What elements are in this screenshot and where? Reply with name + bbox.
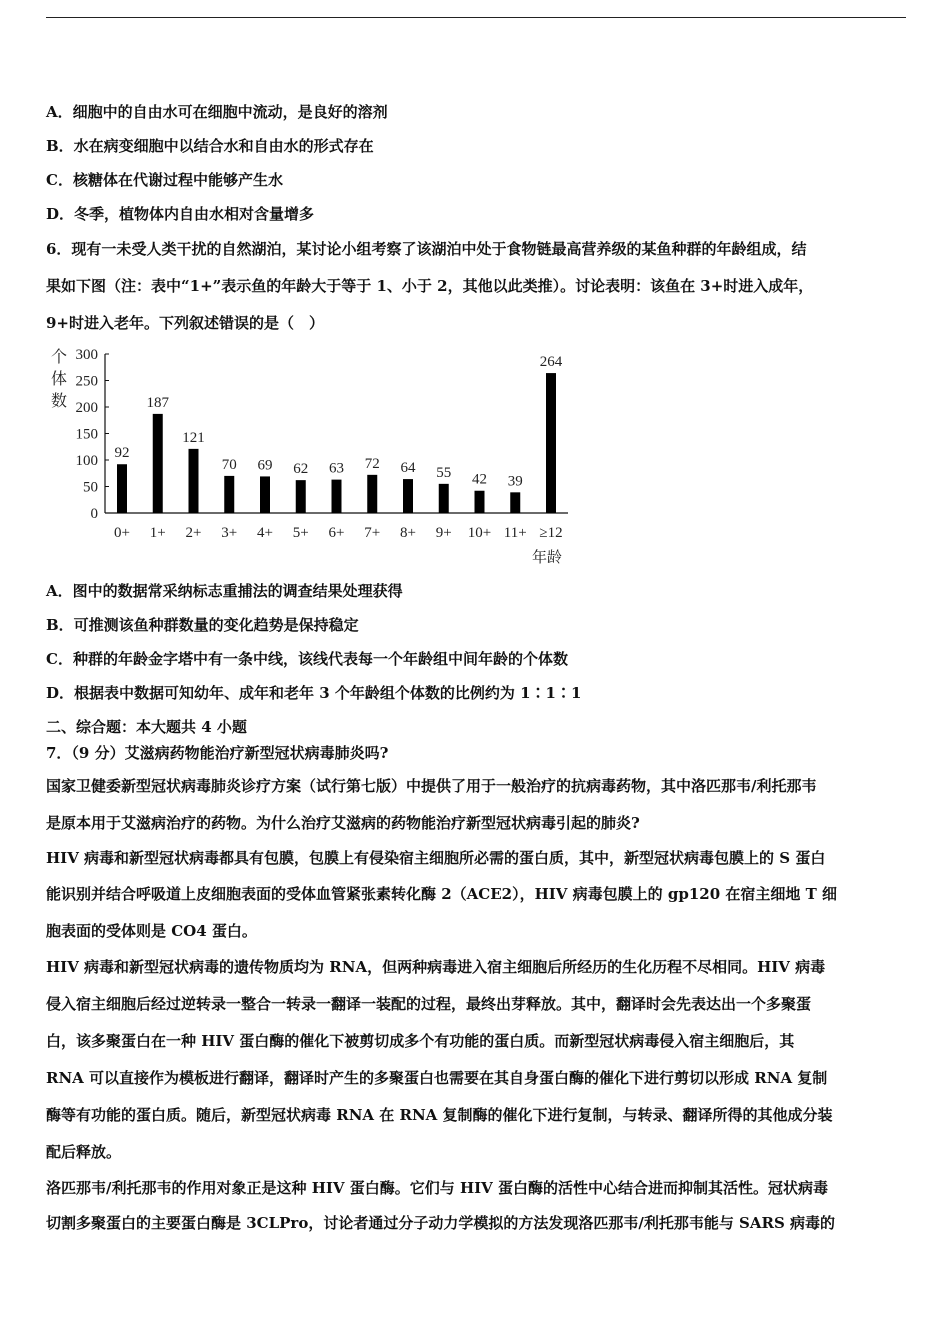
bar-value-label: 55 — [436, 464, 452, 481]
bar-value-label: 69 — [257, 457, 273, 474]
y-tick-label: 250 — [75, 373, 98, 390]
x-category-label: 10+ — [467, 525, 492, 541]
bar-value-label: 121 — [182, 429, 205, 446]
bar — [260, 476, 270, 513]
age-structure-bar-chart — [46, 344, 576, 570]
y-tick-label: 100 — [75, 453, 98, 469]
y-tick-label: 300 — [75, 347, 98, 363]
chart-category-labels — [114, 525, 563, 541]
bar — [439, 484, 449, 513]
bar-value-label: 264 — [539, 354, 563, 371]
x-category-label: 2+ — [185, 525, 202, 541]
q7-paragraph-line: 配后释放。 — [46, 1143, 122, 1161]
bar — [475, 491, 485, 513]
q6-stem-line-2: 果如下图（注：表中“1+”表示鱼的年龄大于等于 1、小于 2，其他以此类推）。讨论表明：该鱼在 3+时进入成年， — [46, 277, 814, 295]
y-tick-label: 200 — [75, 400, 98, 416]
y-axis-ticks — [76, 347, 110, 522]
bar-value-label: 42 — [472, 471, 487, 488]
x-category-label: ≥12 — [539, 525, 563, 541]
q7-paragraph-line: HIV 病毒和新型冠状病毒都具有包膜，包膜上有侵染宿主细胞所必需的蛋白质，其中，新型冠状病毒包膜上的 S 蛋白 — [46, 849, 826, 867]
q7-paragraph-line: 胞表面的受体则是 CO4 蛋白。 — [46, 922, 257, 940]
q7-title: 7．（9 分）艾滋病药物能治疗新型冠状病毒肺炎吗? — [46, 744, 389, 762]
x-category-label: 11+ — [503, 525, 527, 541]
q6-option-a: A．图中的数据常采纳标志重捕法的调查结果处理获得 — [46, 582, 403, 600]
header-rule — [46, 17, 906, 18]
q6-option-d: D．根据表中数据可知幼年、成年和老年 3 个年龄组个体数的比例约为 1∶1∶1 — [46, 684, 582, 702]
bar-value-label: 64 — [400, 460, 416, 477]
bar — [153, 414, 163, 513]
x-category-label: 6+ — [328, 525, 345, 541]
x-category-label: 1+ — [149, 525, 166, 541]
q7-paragraph-line: 洛匹那韦/利托那韦的作用对象正是这种 HIV 蛋白酶。它们与 HIV 蛋白酶的活性中心结合进而抑制其活性。冠状病毒 — [46, 1179, 829, 1197]
q5-option-c: C．核糖体在代谢过程中能够产生水 — [46, 171, 283, 189]
x-axis-label: 年龄 — [531, 550, 563, 566]
bar-value-label: 92 — [114, 445, 130, 462]
y-tick-label: 50 — [83, 479, 98, 496]
y-axis-label-char: 个 — [50, 349, 68, 366]
x-category-label: 7+ — [364, 525, 381, 541]
x-category-label: 8+ — [400, 525, 416, 541]
bar-value-label: 63 — [329, 460, 344, 477]
q6-option-b: B．可推测该鱼种群数量的变化趋势是保持稳定 — [46, 616, 359, 634]
bar — [189, 449, 199, 513]
y-axis-label-char: 数 — [50, 393, 68, 410]
bar — [296, 480, 306, 513]
bar — [546, 373, 556, 513]
x-category-label: 5+ — [292, 525, 309, 541]
q7-paragraph-line: 国家卫健委新型冠状病毒肺炎诊疗方案（试行第七版）中提供了用于一般治疗的抗病毒药物，其中洛匹那韦/利托那韦 — [46, 777, 817, 795]
section-heading: 二、综合题：本大题共 4 小题 — [46, 718, 247, 736]
q5-option-d: D．冬季，植物体内自由水相对含量增多 — [46, 205, 315, 223]
bar — [510, 492, 520, 513]
q7-paragraph-line: 侵入宿主细胞后经过逆转录一整合一转录一翻译一装配的过程，最终出芽释放。其中，翻译时会先表达出一个多聚蛋 — [46, 995, 812, 1013]
q7-paragraph-line: 切割多聚蛋白的主要蛋白酶是 3CLPro，讨论者通过分子动力学模拟的方法发现洛匹那韦/利托那韦能与 SARS 病毒的 — [46, 1214, 836, 1232]
q7-paragraph-line: RNA 可以直接作为模板进行翻译，翻译时产生的多聚蛋白也需要在其自身蛋白酶的催化下进行剪切以形成 RNA 复制 — [46, 1069, 828, 1087]
bar-value-label: 187 — [146, 394, 169, 411]
q6-option-c: C．种群的年龄金字塔中有一条中线，该线代表每一个年龄组中间年龄的个体数 — [46, 650, 568, 668]
q5-option-b: B．水在病变细胞中以结合水和自由水的形式存在 — [46, 137, 374, 155]
x-category-label: 0+ — [114, 525, 130, 541]
y-tick-label: 0 — [90, 506, 98, 522]
q5-option-a: A．细胞中的自由水可在细胞中流动，是良好的溶剂 — [46, 103, 388, 121]
bar-value-label: 72 — [364, 455, 380, 472]
y-axis-label-char: 体 — [50, 371, 68, 388]
q7-paragraph-line: HIV 病毒和新型冠状病毒的遗传物质均为 RNA，但两种病毒进入宿主细胞后所经历的生化历程不尽相同。HIV 病毒 — [46, 958, 826, 976]
q7-paragraph-line: 能识别并结合呼吸道上皮细胞表面的受体血管紧张素转化酶 2（ACE2），HIV 病毒包膜上的 gp120 在宿主细地 T 细 — [46, 885, 837, 903]
bar — [332, 480, 342, 513]
bar — [117, 464, 127, 513]
q7-paragraph-line: 白，该多聚蛋白在一种 HIV 蛋白酶的催化下被剪切成多个有功能的蛋白质。而新型冠状病毒侵入宿主细胞后，其 — [46, 1032, 795, 1050]
x-category-label: 3+ — [221, 525, 238, 541]
x-category-label: 9+ — [435, 525, 452, 541]
bar-value-label: 70 — [221, 456, 237, 473]
x-category-label: 4+ — [257, 525, 273, 541]
q7-paragraph-line: 酶等有功能的蛋白质。随后，新型冠状病毒 RNA 在 RNA 复制酶的催化下进行复制，与转录、翻译所得的其他成分装 — [46, 1106, 833, 1124]
bar-value-label: 39 — [507, 473, 523, 490]
q7-paragraph-line: 是原本用于艾滋病治疗的药物。为什么治疗艾滋病的药物能治疗新型冠状病毒引起的肺炎? — [46, 814, 640, 832]
q6-stem-line-1: 6．现有一未受人类干扰的自然湖泊，某讨论小组考察了该湖泊中处于食物链最高营养级的某鱼种群的年龄组成，结 — [46, 240, 807, 258]
y-axis-label — [51, 348, 67, 410]
bar — [367, 475, 377, 513]
chart-data-labels — [115, 354, 563, 489]
bar — [403, 479, 413, 513]
bar — [224, 476, 234, 513]
y-tick-label: 150 — [75, 426, 98, 443]
bar-value-label: 62 — [293, 461, 309, 478]
q6-stem-line-3: 9+时进入老年。下列叙述错误的是（ ） — [46, 314, 325, 332]
